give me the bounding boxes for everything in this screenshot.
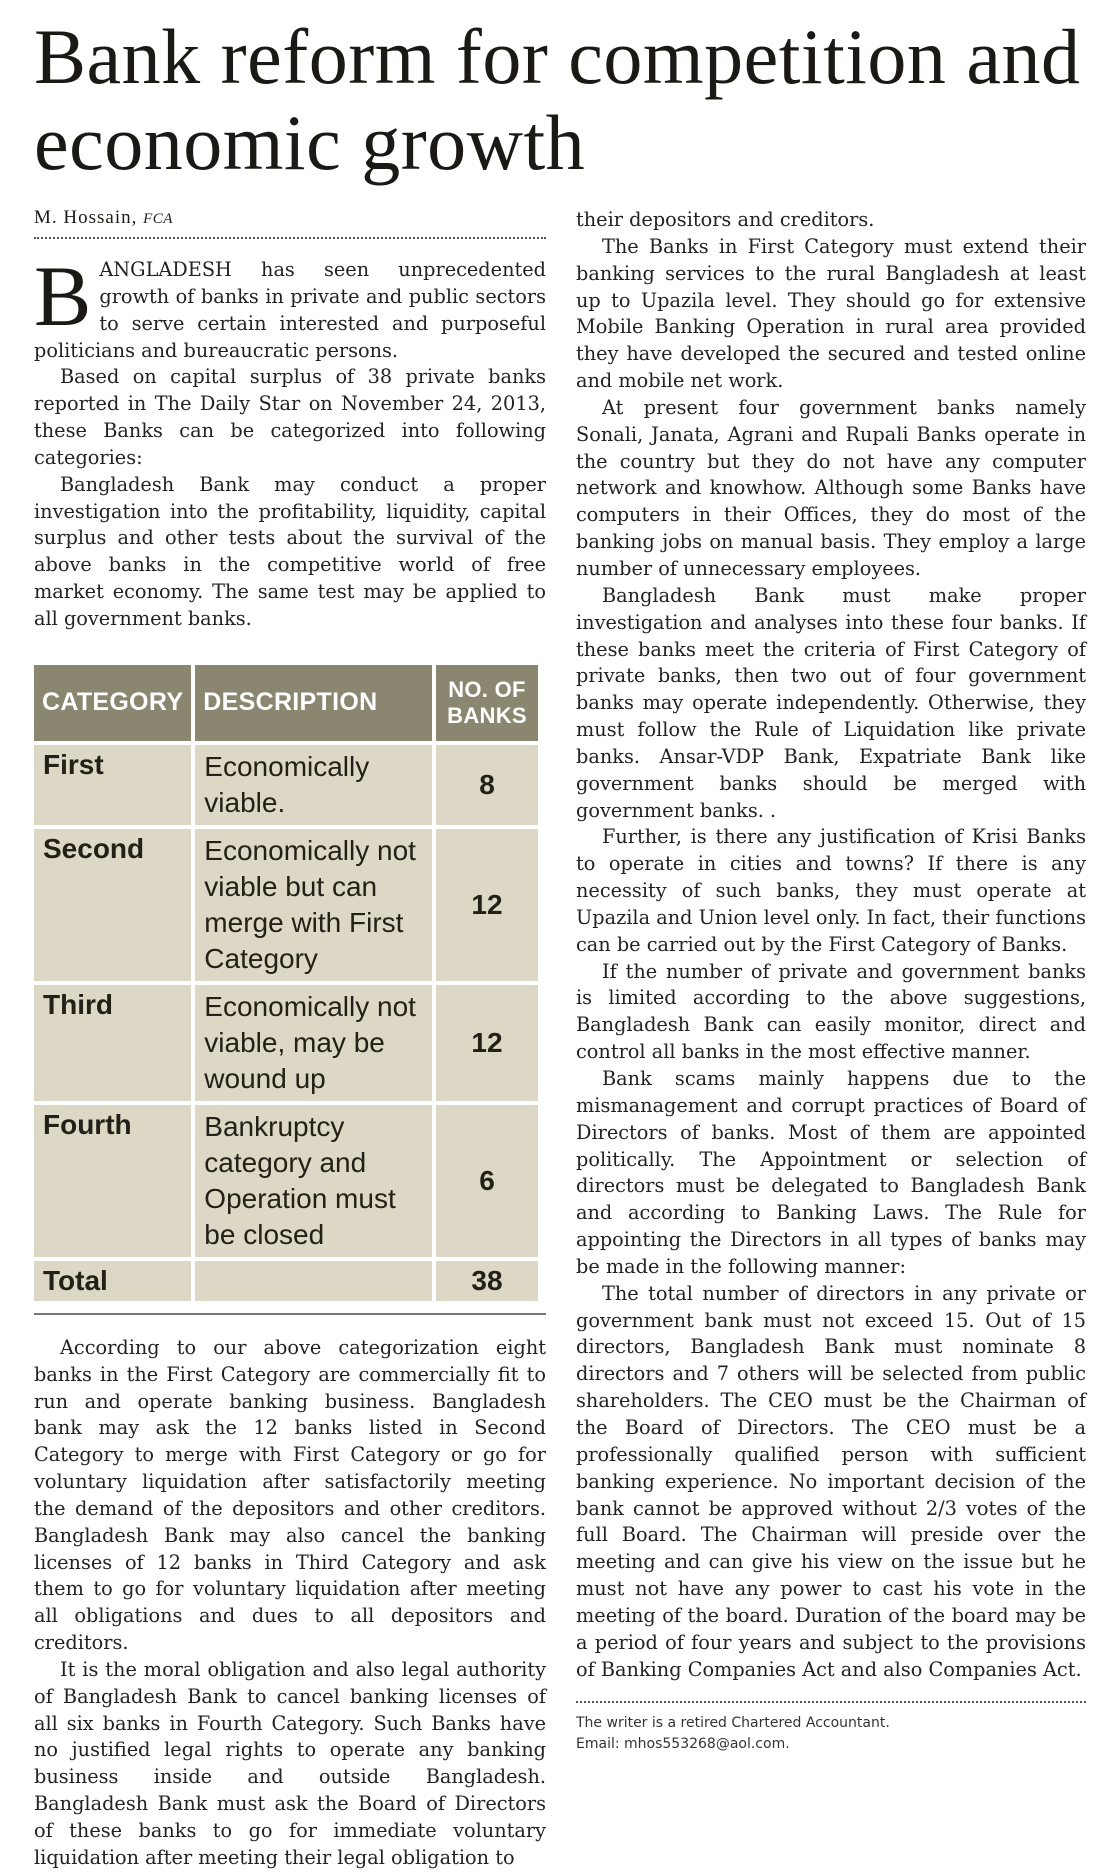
- author-name: M. Hossain,: [34, 207, 138, 228]
- paragraph: Bangladesh Bank must make proper investigation and analyses into these four banks. If these banks meet the criteria of First Category of private banks, then two out of four government banks may operate independently. Otherwise, they must follow the Rule of Liquidation like private banks. Ansar-VDP Bank, Expatriate Bank like government banks should be merged with government banks. .: [576, 583, 1086, 822]
- header-category: CATEGORY: [34, 665, 191, 741]
- footnote-email: Email: mhos553268@aol.com.: [576, 1736, 790, 1753]
- intro-text: ANGLADESH has seen unprecedented growth of banks in private and public sectors to serve certain interested and purposeful politicians and bureaucratic persons.: [34, 258, 546, 362]
- paragraph: If the number of private and government banks is limited according to the above suggestions, Bangladesh Bank can easily monitor, direct and control all banks in the most effective manner.: [576, 959, 1086, 1064]
- cell-category: Fourth: [34, 1105, 191, 1257]
- table-row: [34, 985, 538, 1101]
- table-header-row: [34, 665, 538, 741]
- table-row: [34, 1105, 538, 1257]
- intro-paragraph: [34, 248, 546, 364]
- paragraph: At present four government banks namely Sonali, Janata, Agrani and Rupali Banks operate in the country but they do not have any computer network and knowhow. Although some Banks have computers in their Offices, they do most of the banking jobs on manual basis. They employ a large number of unnecessary employees.: [576, 395, 1086, 580]
- header-no-of-banks: NO. OF BANKS: [436, 665, 538, 741]
- table-row: [34, 745, 538, 825]
- paragraph: According to our above categorization eight banks in the First Category are commercially fit to run and operate banking business. Bangladesh bank may ask the 12 banks listed in Second Category to merge with First Category or go for voluntary liquidation after satisfactorily meeting the demand of the depositors and other creditors. Bangladesh Bank may also cancel the banking licenses of 12 banks in Third Category and ask them to go for voluntary liquidation after meeting all obligations and dues to all depositors and creditors.: [34, 1335, 546, 1655]
- paragraph: Bangladesh Bank may conduct a proper investigation into the profitability, liquidity, capital surplus and other tests about the survival of the above banks in the competitive world of free market economy. The same test may be applied to all government banks.: [34, 472, 546, 630]
- total-count: 38: [436, 1261, 538, 1301]
- footnote-bio: The writer is a retired Chartered Accountant.: [576, 1715, 890, 1732]
- total-blank: [195, 1261, 432, 1301]
- cell-category: Third: [34, 985, 191, 1101]
- paragraph: The Banks in First Category must extend their banking services to the rural Bangladesh at least up to Upazila level. They should go for extensive Mobile Banking Operation in rural area provided they have developed the secured and tested online and mobile net work.: [576, 234, 1086, 393]
- cell-count: 12: [436, 829, 538, 981]
- table-row: [34, 829, 538, 981]
- cell-count: 6: [436, 1105, 538, 1257]
- author-footnote: [576, 1701, 1086, 1755]
- table-bottom-rule: [34, 1313, 546, 1315]
- paragraph: The total number of directors in any private or government bank must not exceed 15. Out of 15 directors, Bangladesh Bank must nominate 8 directors and 7 others will be selected from public shareholders. The CEO must be the Chairman of the Board of Directors. The CEO must be a professionally qualified person with sufficient banking experience. No important decision of the bank cannot be approved without 2/3 votes of the full Board. The Chairman will preside over the meeting and can give his view on the issue but he must not have any power to cast his vote in the meeting of the board. Duration of the board may be a period of four years and subject to the provisions of Banking Companies Act and also Companies Act.: [576, 1281, 1086, 1681]
- byline: [34, 207, 546, 239]
- paragraph: Based on capital surplus of 38 private banks reported in The Daily Star on November 24, 2013, these Banks can be categorized into following categories:: [34, 365, 546, 469]
- cell-count: 8: [436, 745, 538, 825]
- paragraph: Further, is there any justification of Krisi Banks to operate in cities and towns? If there is any necessity of such banks, they must operate at Upazila and Union level only. In fact, their functions can be carried out by the First Category of Banks.: [576, 825, 1086, 956]
- total-label: Total: [34, 1261, 191, 1301]
- cell-description: Economically viable.: [195, 745, 432, 825]
- paragraph: Bank scams mainly happens due to the mismanagement and corrupt practices of Board of Directors of banks. Most of them are appointed politically. The Appointment or selection of directors must be delegated to Bangladesh Bank and according to Banking Laws. The Rule for appointing the Directors in all types of banks may be made in the following manner:: [576, 1067, 1086, 1278]
- cell-count: 12: [436, 985, 538, 1101]
- drop-cap: B: [34, 248, 92, 344]
- paragraph: It is the moral obligation and also legal authority of Bangladesh Bank to cancel banking licenses of all six banks in Fourth Category. Such Banks have no justified legal rights to operate any banking business inside and outside Bangladesh. Bangladesh Bank must ask the Board of Directors of these banks to go for immediate voluntary liquidation after meeting their legal obligation to: [34, 1657, 546, 1869]
- cell-category: First: [34, 745, 191, 825]
- right-column: [576, 207, 1086, 1755]
- left-column: [34, 207, 546, 1872]
- cell-description: Bankruptcy category and Operation must be closed: [195, 1105, 432, 1257]
- headline: Bank reform for competition and economic growth: [34, 13, 1081, 186]
- table-total-row: [34, 1261, 538, 1301]
- author-role: FCA: [143, 211, 173, 227]
- bank-category-table: [30, 661, 542, 1305]
- cell-description: Economically not viable but can merge with First Category: [195, 829, 432, 981]
- cell-description: Economically not viable, may be wound up: [195, 985, 432, 1101]
- continuation-paragraph: their depositors and creditors.: [576, 208, 875, 231]
- header-description: DESCRIPTION: [195, 665, 432, 741]
- cell-category: Second: [34, 829, 191, 981]
